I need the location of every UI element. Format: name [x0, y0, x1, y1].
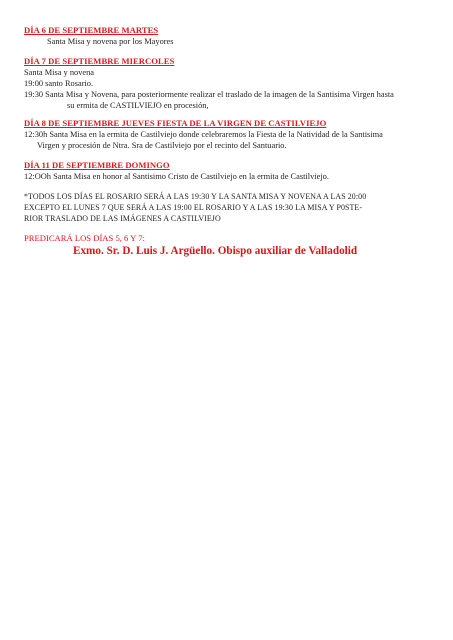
day-7-heading: DÍA 7 DE SEPTIEMBRE MIERCOLES	[24, 56, 175, 66]
day-7-line-3: 19:30 Santa Misa y Novena, para posteriormente realizar el traslado de la imagen de la Santisima Virgen hasta	[24, 90, 394, 99]
day-6-line-1: Santa Misa y novena por los Mayores	[47, 37, 174, 46]
preacher-name: Exmo. Sr. D. Luis J. Argüello. Obispo auxiliar de Valladolid	[73, 245, 358, 257]
day-8-heading: DÍA 8 DE SEPTIEMBRE JUEVES FIESTA DE LA VIRGEN DE CASTILVIEJO	[24, 118, 327, 128]
preacher-intro: PREDICARÁ LOS DÍAS 5, 6 Y 7:	[24, 233, 145, 243]
day-7-line-4: su ermita de CASTILVIEJO en procesión,	[67, 101, 209, 110]
day-8-line-2: Virgen y procesión de Ntra. Sra de Castilviejo por el recinto del Santuario.	[37, 141, 287, 150]
day-11-line-1: 12:OOh Santa Misa en honor al Santisimo Cristo de Castilviejo en la ermita de Castilviejo.	[24, 172, 329, 181]
day-6-heading: DÍA 6 DE SEPTIEMBRE MARTES	[24, 25, 159, 35]
day-7-line-2: 19:00 santo Rosario.	[24, 79, 94, 88]
day-8-line-1: 12:30h Santa Misa en la ermita de Castilviejo donde celebraremos la Fiesta de la Natividad de la Santisima	[24, 130, 383, 139]
notice-line-1: *TODOS LOS DÍAS EL ROSARIO SERÁ A LAS 19:30 Y LA SANTA MISA Y NOVENA A LAS 20:00	[24, 192, 367, 201]
day-11-heading: DÍA 11 DE SEPTIEMBRE DOMINGO	[24, 160, 170, 170]
notice-line-2: EXCEPTO EL LUNES 7 QUE SERÁ A LAS 19:00 EL ROSARIO Y A LAS 19:30 LA MISA Y P0STE-	[24, 203, 363, 212]
notice-line-3: RIOR TRASLADO DE LAS IMÁGENES A CASTILVIEJO	[24, 214, 221, 223]
day-7-line-1: Santa Misa y novena	[24, 68, 95, 77]
